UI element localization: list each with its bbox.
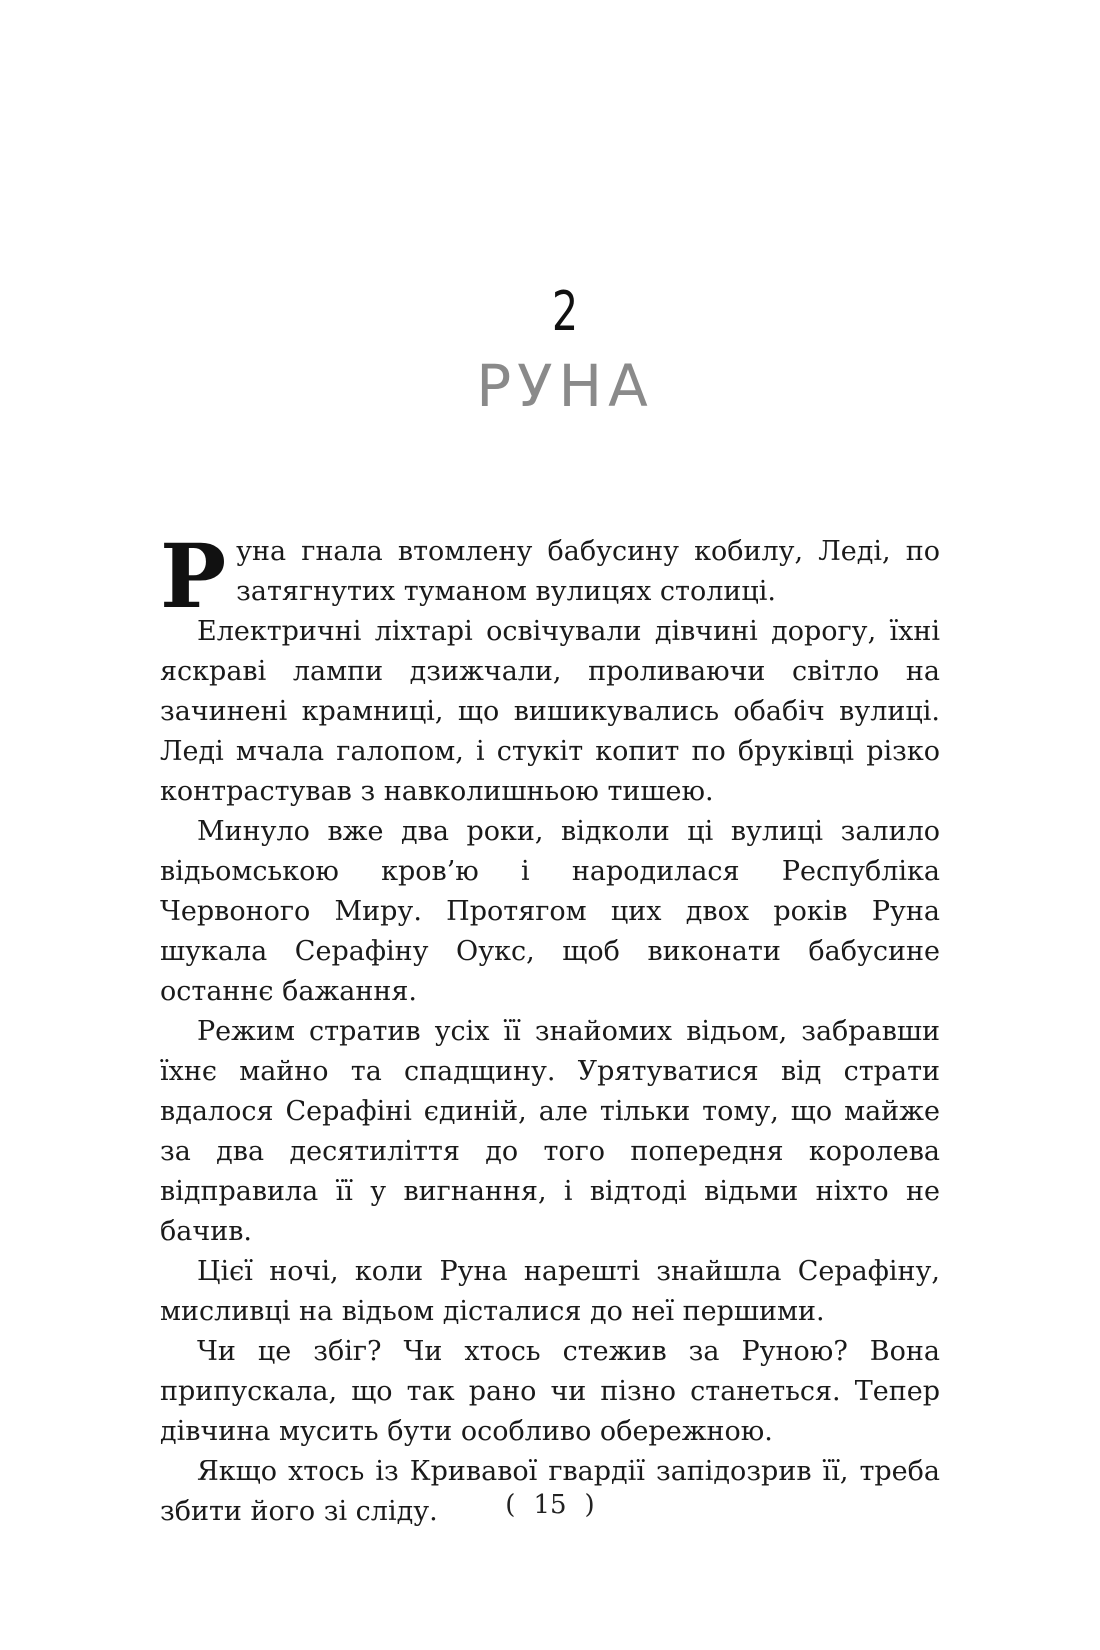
drop-cap: Р (160, 524, 227, 628)
paragraph-7: Якщо хтось із Кривавої гвардії запідозрив її, треба збити його зі сліду. (160, 1456, 940, 1527)
paragraph-2: Електричні ліхтарі освічували дівчині дорогу, їхні яскраві лампи дзижчали, проливаючи світло на зачинені крамниці, що вишикувались обабіч вулиці. Леді мчала галопом, і стукіт копит по бруківці різко контрастував з навколишньою тишею. (160, 616, 940, 807)
paragraph-1 (160, 524, 940, 628)
paragraph-4: Режим стратив усіх її знайомих відьом, забравши їхнє майно та спадщину. Урятуватися від страти вдалося Серафіні єдиній, але тільки тому, що майже за два десятиліття до того попередня королева відправила її у вигнання, і відтоді відьми ніхто не бачив. (160, 1016, 940, 1247)
chapter-body (160, 524, 940, 1532)
page-number-close-paren: ) (584, 1490, 595, 1520)
page-number: 15 (533, 1490, 567, 1520)
page-number-open-paren: ( (505, 1490, 516, 1520)
paragraph-3: Минуло вже два роки, відколи ці вулиці залило відьомською кров’ю і народилася Республіка Червоного Миру. Протягом цих двох років Руна шукала Серафіну Оукс, щоб виконати бабусине останнє бажання. (160, 816, 940, 1007)
chapter-number: 2 (551, 280, 579, 343)
page-footer (0, 1490, 1100, 1520)
chapter-title: РУНА (476, 352, 654, 420)
paragraph-1-text: уна гнала втомлену бабусину кобилу, Леді, по затягнутих туманом вулицях столиці. (236, 536, 940, 607)
paragraph-5: Цієї ночі, коли Руна нарешті знайшла Серафіну, мисливці на відьом дісталися до неї першими. (160, 1256, 940, 1327)
paragraph-6: Чи це збіг? Чи хтось стежив за Руною? Вона припускала, що так рано чи пізно станеться. Тепер дівчина мусить бути особливо обережною. (160, 1336, 940, 1447)
